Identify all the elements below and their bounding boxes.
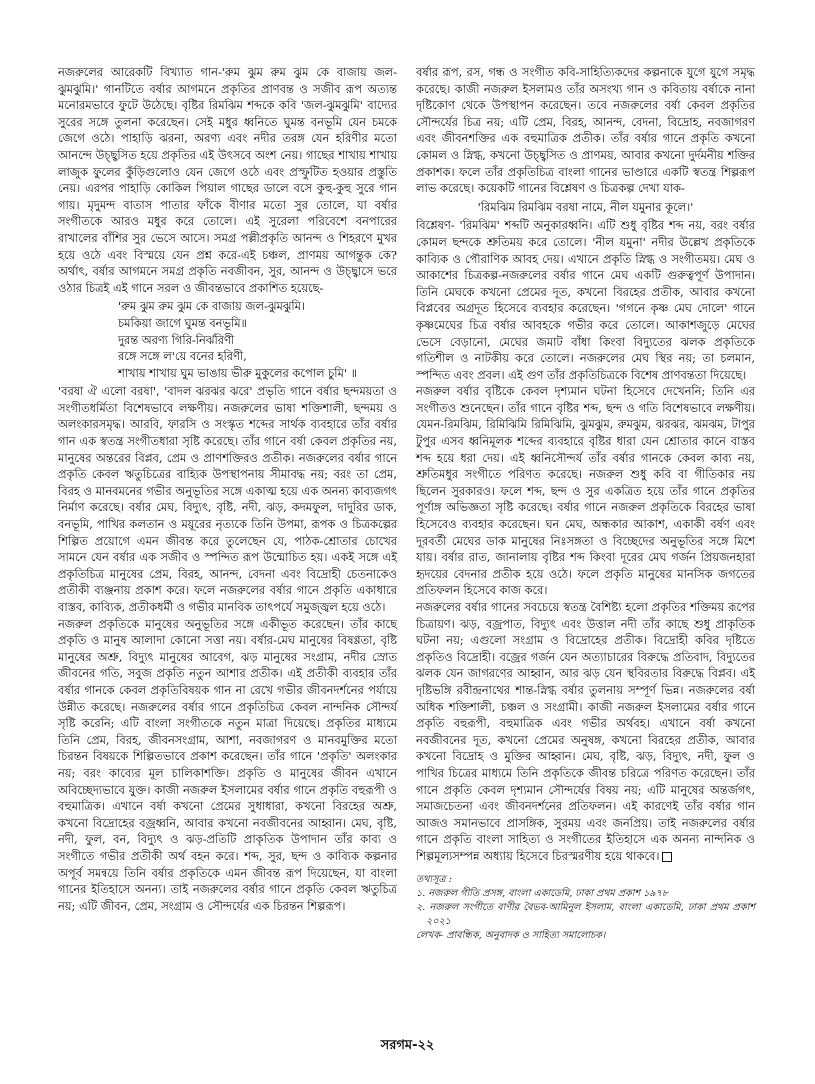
- right-column: [416, 64, 755, 943]
- references: [416, 873, 755, 943]
- body-paragraph: নজরুলের আরেকটি বিখ্যাত গান-'রুম ঝুম রুম ঝুম কে বাজায় জল-ঝুমঝুমি।' গানটিতে বর্ষার আগমনে প্রকৃতির প্রাণবন্ত ও সজীব রূপ অত্যন্ত মনোরমভাবে ফুটে উঠেছে। বৃষ্টির রিমঝিম শব্দকে কবি 'জল-ঝুমঝুমি' বাদ্যের সুরের সঙ্গে তুলনা করেছেন। সেই মধুর ধ্বনিতে ঘুমন্ত বনভূমি যেন চমকে জেগে ওঠে। পাহাড়ি ঝরনা, অরণ্য এবং নদীর তরঙ্গ যেন হরিণীর মতো আনন্দে উচ্ছ্বসিত হয়ে প্রকৃতির এই উৎসবে অংশ নেয়। গাছের শাখায় শাখায় লাজুক ফুলের কুঁড়িগুলোও যেন জেগে ওঠে এবং প্রস্ফুটিত হওয়ার প্রস্তুতি নেয়। এরপর পাহাড়ি কোকিল পিয়াল গাছের ডালে বসে কুহু-কুহু সুরে গান গায়। মৃদুমন্দ বাতাস পাতার ফাঁকে বীণার মতো সুর তোলে, যা বর্ষার সংগীতকে আরও মধুর করে তোলে। এই সুরেলা পরিবেশে বনপারের রাখালের বাঁশির সুর ভেসে আসে। সমগ্র পল্লীপ্রকৃতি আনন্দ ও শিহরণে মুখর হয়ে ওঠে এবং বিস্ময়ে যেন প্রশ্ন করে-এই চঞ্চল, প্রাণময় আগন্তুক কে? অর্থাৎ, বর্ষার আগমনে সমগ্র প্রকৃতি নবজীবন, সুর, আনন্দ ও উচ্ছ্বাসে ভরে ওঠার চিত্রই এই গানে সরল ও জীবন্তভাবে প্রকাশিত হয়েছে-: [58, 65, 397, 295]
- body-paragraph: নজরুল প্রকৃতিকে মানুষের অনুভূতির সঙ্গে একীভূত করেছেন। তাঁর কাছে প্রকৃতি ও মানুষ আলাদা কোনো সত্তা নয়। বর্ষার-মেঘ মানুষের বিষণ্ণতা, বৃষ্টি মানুষের অশ্রু, বিদ্যুৎ মানুষের আবেগ, ঝড় মানুষের সংগ্রাম, নদীর স্রোত জীবনের গতি, সবুজ প্রকৃতি নতুন আশার প্রতীক। এই প্রতীকী ব্যবহার তাঁর বর্ষার গানকে কেবল প্রকৃতিবিষয়ক গান না রেখে গভীর জীবনদর্শনের পর্যায়ে উন্নীত করেছে। নজরুলের বর্ষার গানে প্রকৃতিচিত্র কেবল নান্দনিক সৌন্দর্য সৃষ্টি করেনি; এটি বাংলা সংগীতকে নতুন মাত্রা দিয়েছে। প্রকৃতির মাধ্যমে তিনি প্রেম, বিরহ, জীবনসংগ্রাম, আশা, নবজাগরণ ও মানবমুক্তির মতো চিরন্তন বিষয়কে শিল্পিতভাবে প্রকাশ করেছেন। তাঁর গানে 'প্রকৃতি' অলংকার নয়; বরং কাব্যের মূল চালিকাশক্তি। প্রকৃতি ও মানুষের জীবন এখানে অবিচ্ছেদ্যভাবে যুক্ত। কাজী নজরুল ইসলামের বর্ষার গানে প্রকৃতি বহুরূপী ও বহুমাত্রিক। এখানে বর্ষা কখনো প্রেমের সুধাধারা, কখনো বিরহের অশ্রু, কখনো বিদ্রোহের বজ্রধ্বনি, আবার কখনো নবজীবনের আহ্বান। মেঘ, বৃষ্টি, নদী, ফুল, বন, বিদ্যুৎ ও ঝড়-প্রতিটি প্রাকৃতিক উপাদান তাঁর কাব্য ও সংগীতে গভীর প্রতীকী অর্থ বহন করে। শব্দ, সুর, ছন্দ ও কাব্যিক কল্পনার অপূর্ব সমন্বয়ে তিনি বর্ষার প্রকৃতিকে এমন জীবন্ত রূপ দিয়েছেন, যা বাংলা গানের ইতিহাসে অনন্য। তাই নজরুলের বর্ষার গানে প্রকৃতি কেবল ঋতুচিত্র নয়; এটি জীবন, প্রেম, সংগ্রাম ও সৌন্দর্যের এক চিরন্তন শিল্পরূপ।: [58, 616, 397, 913]
- left-column: [58, 64, 397, 914]
- body-paragraph: নজরুল বর্ষার বৃষ্টিকে কেবল দৃশ্যমান ঘটনা হিসেবে দেখেননি; তিনি এর সংগীতও শুনেছেন। তাঁর গানে বৃষ্টির শব্দ, ছন্দ ও গতি বিশেষভাবে লক্ষণীয়। যেমন-রিমঝিম, রিমিঝিমি রিমিঝিমি, ঝুমঝুম, রুমঝুম, ঝরঝর, ঝমঝম, টাপুর টুপুর এসব ধ্বনিমূলক শব্দের ব্যবহারে বৃষ্টির ধারা যেন শ্রোতার কানে বাস্তব শব্দ হয়ে ধরা দেয়। এই ধ্বনিসৌন্দর্য তাঁর বর্ষার গানকে কেবল কাব্য নয়, শ্রুতিমধুর সংগীতে পরিণত করেছে। নজরুল শুধু কবি বা গীতিকার নয় ছিলেন সুরকারও। ফলে শব্দ, ছন্দ ও সুর একত্রিত হয়ে তাঁর গানে প্রকৃতির পূর্ণাঙ্গ অভিজ্ঞতা সৃষ্টি করেছে। বর্ষার গানে নজরুল প্রকৃতিকে বিরহের ভাষা হিসেবেও ব্যবহার করেছেন। ঘন মেঘ, অন্ধকার আকাশ, একাকী বর্ষণ এবং দূরবর্তী মেঘের ডাক মানুষের নিঃসঙ্গতা ও বিচ্ছেদের অনুভূতির সঙ্গে মিশে যায়। বর্ষার রাত, জানালায় বৃষ্টির শব্দ কিংবা দূরের মেঘ গর্জন প্রিয়জনহারা হৃদয়ের বেদনার প্রতীক হয়ে ওঠে। ফলে প্রকৃতি মানুষের মানসিক জগতের প্রতিফলন হিসেবে কাজ করে।: [416, 384, 755, 598]
- verse-line: চমকিয়া জাগে ঘুমন্ত বনভূমি॥: [118, 315, 247, 330]
- body-paragraph-final: [416, 599, 755, 865]
- body-paragraph: 'বরষা ঐ এলো বরষা', 'বাদল ঝরঝর ঝরে' প্রভৃতি গানে বর্ষার ছন্দময়তা ও সংগীতধর্মিতা বিশেষভাবে লক্ষণীয়। নজরুলের ভাষা শক্তিশালী, ছন্দময় ও অলংকারসমৃদ্ধ। আরবি, ফারসি ও সংস্কৃত শব্দের সার্থক ব্যবহারে তাঁর বর্ষার গান এক স্বতন্ত্র সংগীতধারা সৃষ্টি করেছে। তাঁর গানে বর্ষা কেবল প্রকৃতির নয়, মানুষের অন্তরের বিপ্লব, প্রেম ও প্রাণশক্তিরও প্রতীক। নজরুলের বর্ষার গানে প্রকৃতি কেবল ঋতুচিত্রের বাহ্যিক উপস্থাপনায় সীমাবদ্ধ নয়; বরং তা প্রেম, বিরহ ও মানবমনের গভীর অনুভূতির সঙ্গে একাত্ম হয়ে এক অনন্য কাব্যজগৎ নির্মাণ করেছে। বর্ষার মেঘ, বিদ্যুৎ, বৃষ্টি, নদী, ঝড়, কদমফুল, দাদুরির ডাক, বনভূমি, পাখির কলতান ও ময়ূরের নৃত্যকে তিনি উপমা, রূপক ও চিত্রকল্পের শিল্পিত প্রয়োগে এমন জীবন্ত করে তুলেছেন যে, পাঠক-শ্রোতার চোখের সামনে যেন বর্ষার এক সজীব ও স্পন্দিত রূপ উন্মোচিত হয়। একই সঙ্গে এই প্রকৃতিচিত্র মানুষের প্রেম, বিরহ, আনন্দ, বেদনা এবং বিদ্রোহী চেতনাকেও প্রতীকী ব্যঞ্জনায় প্রকাশ করে। ফলে নজরুলের বর্ষার গানে প্রকৃতি একাধারে বাস্তব, কাব্যিক, প্রতীকধর্মী ও গভীর মানবিক তাৎপর্যে সমুজ্জ্বল হয়ে ওঠে।: [58, 384, 397, 614]
- author-note: লেখক- প্রাবন্ধিক, অনুবাদক ও সাহিত্য সমালোচক।: [416, 929, 606, 941]
- body-paragraph: বর্ষার রূপ, রস, গন্ধ ও সংগীত কবি-সাহিত্যিকদের কল্পনাকে যুগে যুগে সমৃদ্ধ করেছে। কাজী নজরুল ইসলামও তাঁর অসংখ্য গান ও কবিতায় বর্ষাকে নানা দৃষ্টিকোণ থেকে উপস্থাপন করেছেন। তবে নজরুলের বর্ষা কেবল প্রকৃতির সৌন্দর্যের চিত্র নয়; এটি প্রেম, বিরহ, আনন্দ, বেদনা, বিদ্রোহ, নবজাগরণ এবং জীবনশক্তির এক বহুমাত্রিক প্রতীক। তাঁর বর্ষার গানে প্রকৃতি কখনো কোমল ও স্নিগ্ধ, কখনো উচ্ছ্বসিত ও প্রাণময়, আবার কখনো দুর্দমনীয় শক্তির প্রকাশক। ফলে তাঁর প্রকৃতিচিত্র বাংলা গানের ভাণ্ডারে একটি স্বতন্ত্র শিল্পরূপ লাভ করেছে। কয়েকটি গানের বিশ্লেষণ ও চিত্রকল্প দেখা যাক-: [416, 65, 755, 196]
- end-mark-icon: [662, 852, 672, 862]
- verse-line: শাখায় শাখায় ঘুম ভাঙায় ভীরু মুকুলের কপোল চুমি' ॥: [118, 365, 358, 380]
- reference-item: ১. নজরুল গীতি প্রসঙ্গ, বাংলা একাডেমি, ঢাকা প্রথম প্রকাশ ১৯৭৮: [416, 887, 669, 899]
- song-quote: 'রিমঝিম রিমঝিম বরষা নামে, নীল যমুনার কূলে।': [477, 199, 694, 214]
- verse-line: 'রুম ঝুম রুম ঝুম কে বাজায় জল-ঝুমঝুমি।: [118, 299, 306, 314]
- verse-line: দুরন্ত অরণ্য গিরি-নির্ঝরিণী: [118, 332, 235, 347]
- song-verse: [118, 298, 397, 381]
- references-title: তথ্যসূত্র :: [416, 873, 452, 885]
- reference-item: ২. নজরুল সংগীতে বাণীর বৈভব-আমিনুল ইসলাম, বাংলা একাডেমি, ঢাকা প্রথম প্রকাশ ২০২১: [416, 901, 755, 927]
- verse-line: রঙ্গে সঙ্গে ল'য়ে বনের হরিণী,: [118, 349, 247, 364]
- final-paragraph-text: নজরুলের বর্ষার গানের সবচেয়ে স্বতন্ত্র বৈশিষ্ট্য হলো প্রকৃতির শক্তিময় রূপের চিত্রায়ণ। ঝড়, বজ্রপাত, বিদ্যুৎ এবং উত্তাল নদী তাঁর কাছে শুধু প্রাকৃতিক ঘটনা নয়; এগুলো সংগ্রাম ও বিদ্রোহের প্রতীক। বিদ্রোহী কবির দৃষ্টিতে প্রকৃতিও বিদ্রোহী। বজ্রের গর্জন যেন অত্যাচারের বিরুদ্ধে প্রতিবাদ, বিদ্যুতের ঝলক যেন জাগরণের আহ্বান, আর ঝড় যেন স্থবিরতার বিরুদ্ধে বিপ্লব। এই দৃষ্টিভঙ্গি রবীন্দ্রনাথের শান্ত-স্নিগ্ধ বর্ষার তুলনায় সম্পূর্ণ ভিন্ন। নজরুলের বর্ষা অধিক শক্তিশালী, চঞ্চল ও সংগ্রামী। কাজী নজরুল ইসলামের বর্ষার গানে প্রকৃতি বহুরূপী, বহুমাত্রিক এবং গভীর অর্থবহ। এখানে বর্ষা কখনো নবজীবনের দূত, কখনো প্রেমের অনুষঙ্গ, কখনো বিরহের প্রতীক, আবার কখনো বিদ্রোহ ও মুক্তির আহ্বান। মেঘ, বৃষ্টি, ঝড়, বিদ্যুৎ, নদী, ফুল ও পাখির চিত্রের মাধ্যমে তিনি প্রকৃতিকে জীবন্ত চরিত্রে পরিণত করেছেন। তাঁর গানে প্রকৃতি কেবল দৃশ্যমান সৌন্দর্যের বিষয় নয়; এটি মানুষের অন্তর্জগৎ, সমাজচেতনা এবং জীবনদর্শনের প্রতিফলন। এই কারণেই তাঁর বর্ষার গান আজও সমানভাবে প্রাসঙ্গিক, সুরময় এবং জনপ্রিয়। তাই নজরুলের বর্ষার গানে প্রকৃতি বাংলা সাহিত্য ও সংগীতের ইতিহাসে এক অনন্য নান্দনিক ও শিল্পমূল্যসম্পন্ন অধ্যায় হিসেবে চিরস্মরণীয় হয়ে থাকবে।: [416, 600, 755, 863]
- body-paragraph: বিশ্লেষণ- 'রিমঝিম' শব্দটি অনুকারধ্বনি। এটি শুধু বৃষ্টির শব্দ নয়, বরং বর্ষার কোমল ছন্দকে শ্রুতিময় করে তোলে। 'নীল যমুনা' নদীর উল্লেখ প্রকৃতিকে কাব্যিক ও পৌরাণিক আবহ দেয়। এখানে প্রকৃতি স্নিগ্ধ ও সংগীতময়। মেঘ ও আকাশের চিত্রকল্প-নজরুলের বর্ষার গানে মেঘ একটি গুরুত্বপূর্ণ উপাদান। তিনি মেঘকে কখনো প্রেমের দূত, কখনো বিরহের প্রতীক, আবার কখনো বিপ্লবের অগ্রদূত হিসেবে ব্যবহার করেছেন। 'গগনে কৃষ্ণ মেঘ দোলে' গানে কৃষ্ণমেঘের চিত্র বর্ষার আবহকে গভীর করে তোলে। আকাশজুড়ে মেঘের ভেসে বেড়ানো, মেঘের জমাট বাঁধা কিংবা বিদ্যুতের ঝলক প্রকৃতিকে গতিশীল ও নাটকীয় করে তোলে। নজরুলের মেঘ স্থির নয়; তা চলমান, স্পন্দিত এবং প্রবল। এই গুণ তাঁর প্রকৃতিচিত্রকে বিশেষ প্রাণবন্ততা দিয়েছে।: [416, 218, 755, 382]
- page-number: সরগম-২২: [380, 1038, 435, 1053]
